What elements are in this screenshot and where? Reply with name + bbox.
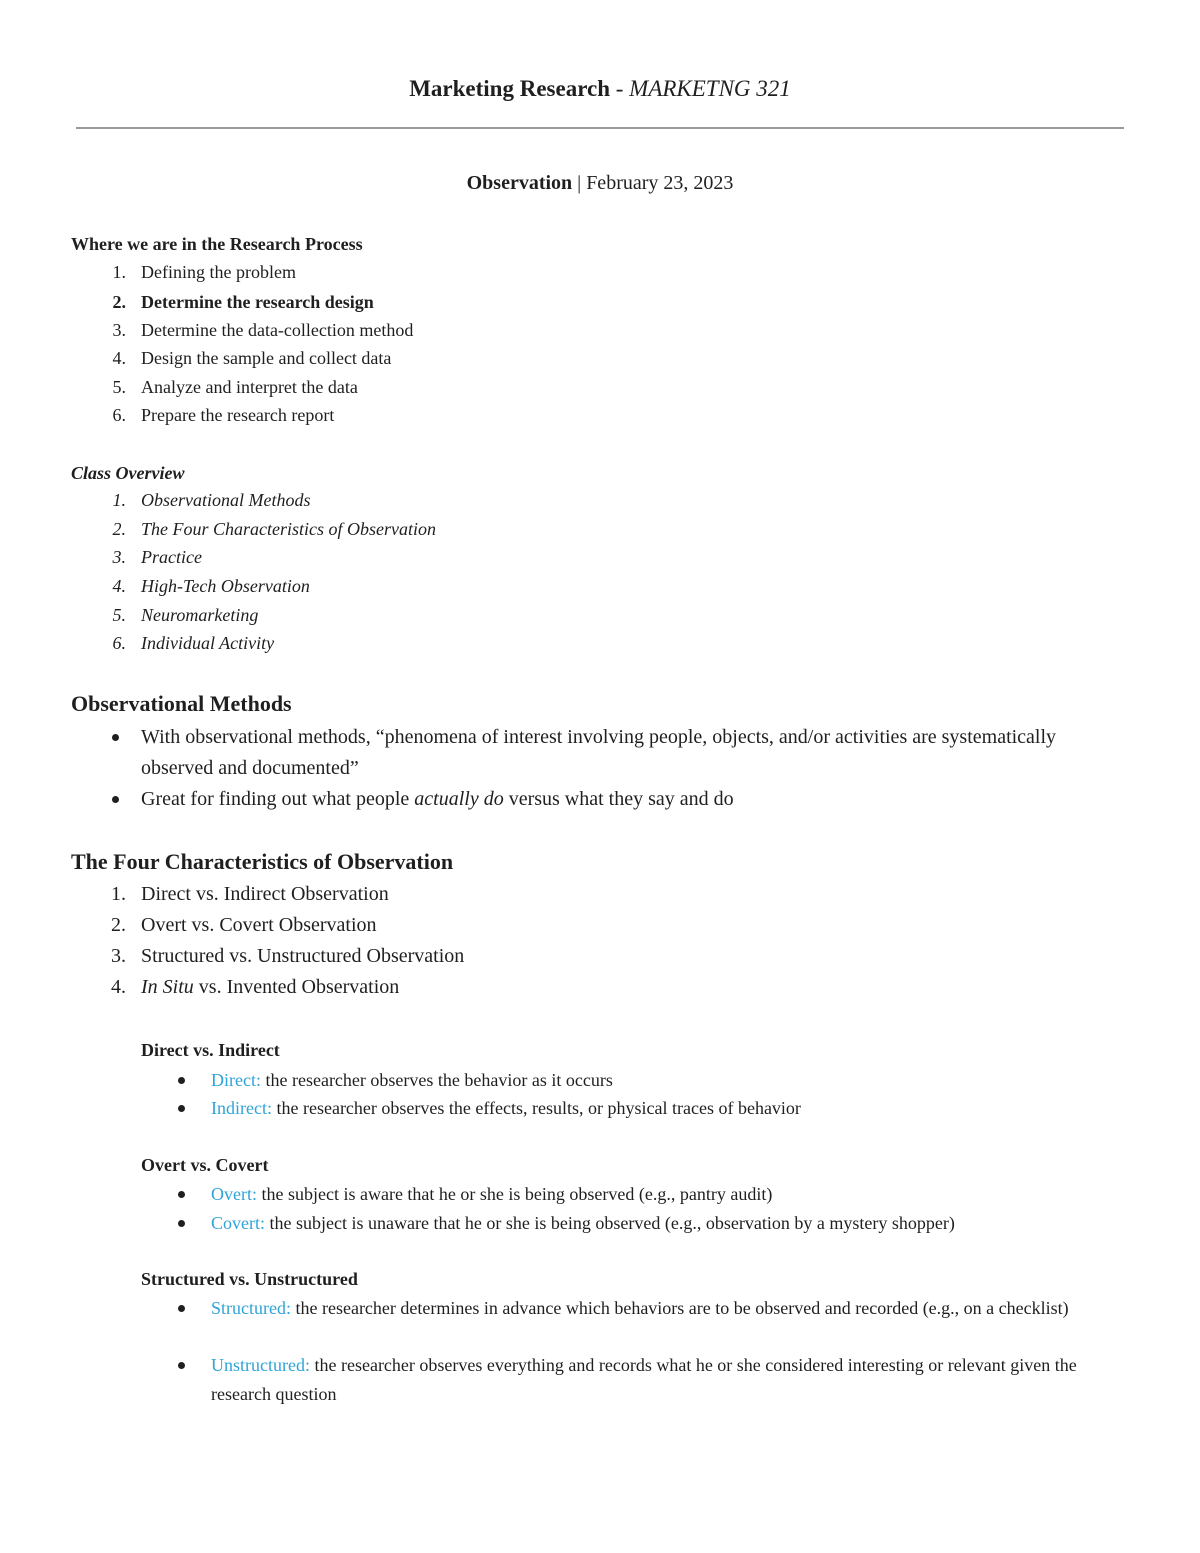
list-text: Determine the research design: [141, 292, 374, 312]
list-text: Analyze and interpret the data: [141, 377, 358, 397]
definition-term: Unstructured:: [211, 1355, 310, 1375]
document-title: [0, 74, 1200, 104]
list-text-rest: vs. Invented Observation: [193, 976, 400, 998]
structured-unstructured-heading: Structured vs. Unstructured: [141, 1269, 358, 1289]
list-text: Prepare the research report: [141, 405, 335, 425]
list-text: High-Tech Observation: [141, 576, 310, 596]
list-number: 1.: [111, 883, 126, 905]
list-text: Design the sample and collect data: [141, 348, 392, 368]
bullet-text: With observational methods, “phenomena of interest involving people, objects, and/or activities are systematically observed and documented”: [141, 726, 1057, 779]
list-number: 1.: [112, 490, 126, 510]
bullet-emphasis: actually do: [414, 788, 504, 810]
list-number: 3.: [111, 945, 126, 967]
bullet-icon: [112, 734, 119, 741]
list-number: 2.: [111, 914, 126, 936]
course-code: MARKETNG 321: [629, 76, 791, 101]
list-number: 2.: [112, 519, 126, 539]
list-text: Individual Activity: [141, 633, 275, 653]
definition-text: [211, 1294, 1121, 1323]
list-number: 6.: [112, 633, 126, 653]
definition-text: [211, 1351, 1121, 1408]
definition-term: Indirect:: [211, 1098, 272, 1118]
list-text: The Four Characteristics of Observation: [141, 519, 436, 539]
list-text: Structured vs. Unstructured Observation: [141, 945, 465, 967]
list-text: Defining the problem: [141, 262, 296, 282]
list-number: 5.: [112, 377, 126, 397]
course-name: Marketing Research: [409, 76, 610, 101]
definition-body: the researcher determines in advance which behaviors are to be observed and recorded (e.g., on a checklist): [290, 1298, 1069, 1318]
list-text: Overt vs. Covert Observation: [141, 914, 377, 936]
list-text: Neuromarketing: [141, 605, 259, 625]
list-number: 3.: [112, 320, 126, 340]
bullet-icon: [178, 1077, 185, 1084]
list-number: 4.: [112, 576, 126, 596]
list-number: 3.: [112, 547, 126, 567]
four-characteristics-heading: The Four Characteristics of Observation: [71, 849, 454, 874]
definition-term: Structured:: [211, 1298, 291, 1318]
session-date: February 23, 2023: [586, 172, 734, 194]
list-text: [141, 974, 399, 1000]
list-number: 4.: [112, 348, 126, 368]
bullet-icon: [178, 1305, 185, 1312]
definition-body: the researcher observes the behavior as it occurs: [260, 1070, 613, 1090]
class-overview-label: Class Overview: [71, 463, 185, 483]
list-text: Direct vs. Indirect Observation: [141, 883, 389, 905]
research-process-label: Where we are in the Research Process: [71, 234, 363, 254]
list-number: 4.: [111, 976, 126, 998]
list-number: 1.: [112, 262, 126, 282]
list-emphasis: In Situ: [141, 976, 194, 998]
session-topic: Observation: [466, 172, 573, 194]
definition-text: [211, 1094, 1121, 1123]
definition-term: Direct:: [211, 1070, 261, 1090]
direct-indirect-heading: Direct vs. Indirect: [141, 1040, 280, 1060]
definition-body: the researcher observes everything and records what he or she considered interesting or relevant given the research question: [211, 1355, 1077, 1404]
definition-term: Overt:: [211, 1184, 257, 1204]
bullet-icon: [178, 1191, 185, 1198]
list-text: Practice: [141, 547, 202, 567]
definition-body: the subject is unaware that he or she is being observed (e.g., observation by a mystery shopper): [265, 1213, 955, 1233]
definition-body: the subject is aware that he or she is being observed (e.g., pantry audit): [256, 1184, 773, 1204]
definition-body: the researcher observes the effects, results, or physical traces of behavior: [271, 1098, 801, 1118]
bullet-icon: [112, 796, 119, 803]
list-number: 6.: [112, 405, 126, 425]
bullet-icon: [178, 1362, 185, 1369]
session-line: [0, 170, 1200, 196]
bullet-icon: [178, 1105, 185, 1112]
overt-covert-heading: Overt vs. Covert: [141, 1155, 269, 1175]
list-text: Observational Methods: [141, 490, 311, 510]
bullet-text-end: versus what they say and do: [503, 788, 734, 810]
definition-text: [211, 1066, 1121, 1095]
list-number: 5.: [112, 605, 126, 625]
title-separator: -: [609, 76, 630, 101]
session-separator: |: [572, 172, 587, 194]
definition-text: [211, 1209, 1121, 1238]
title-divider: [76, 127, 1124, 129]
definition-text: [211, 1180, 1121, 1209]
bullet-text-start: Great for finding out what people: [141, 788, 415, 810]
list-text: Determine the data-collection method: [141, 320, 414, 340]
bullet-icon: [178, 1220, 185, 1227]
bullet-text: [141, 784, 1101, 815]
observational-methods-heading: Observational Methods: [71, 691, 292, 716]
list-number: 2.: [112, 292, 126, 312]
definition-term: Covert:: [211, 1213, 265, 1233]
